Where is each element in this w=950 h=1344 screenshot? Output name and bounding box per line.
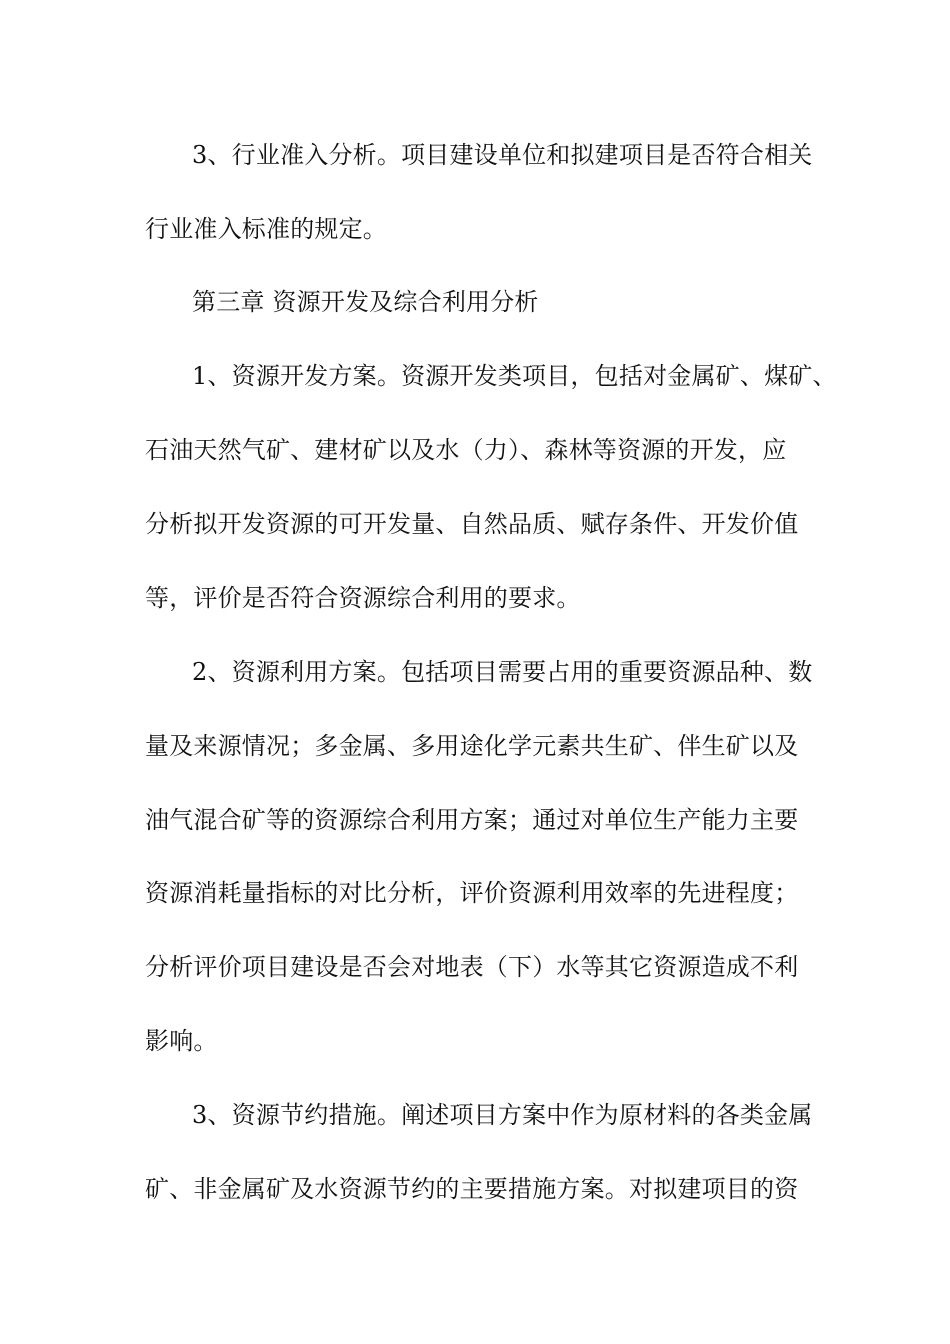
paragraph-line: 3、行业准入分析。项目建设单位和拟建项目是否符合相关 [192,141,813,169]
paragraph-line: 石油天然气矿、建材矿以及水（力）、森林等资源的开发，应 [145,436,787,464]
paragraph-line: 矿、非金属矿及水资源节约的主要措施方案。对拟建项目的资 [145,1175,799,1203]
paragraph-line: 2、资源利用方案。包括项目需要占用的重要资源品种、数 [192,658,813,686]
paragraph-line: 资源消耗量指标的对比分析，评价资源利用效率的先进程度； [145,879,799,907]
paragraph-line: 油气混合矿等的资源综合利用方案；通过对单位生产能力主要 [145,806,799,834]
paragraph-line: 量及来源情况；多金属、多用途化学元素共生矿、伴生矿以及 [145,732,799,760]
paragraph-line: 等，评价是否符合资源综合利用的要求。 [145,584,581,612]
paragraph-line: 3、资源节约措施。阐述项目方案中作为原材料的各类金属 [192,1101,813,1129]
paragraph-line: 分析拟开发资源的可开发量、自然品质、赋存条件、开发价值 [145,510,799,538]
paragraph-line: 行业准入标准的规定。 [145,215,387,243]
paragraph-line: 1、资源开发方案。资源开发类项目，包括对金属矿、煤矿、 [192,362,837,390]
paragraph-line: 分析评价项目建设是否会对地表（下）水等其它资源造成不利 [145,953,799,981]
chapter-heading: 第三章 资源开发及综合利用分析 [192,288,539,316]
paragraph-line: 影响。 [145,1027,218,1055]
